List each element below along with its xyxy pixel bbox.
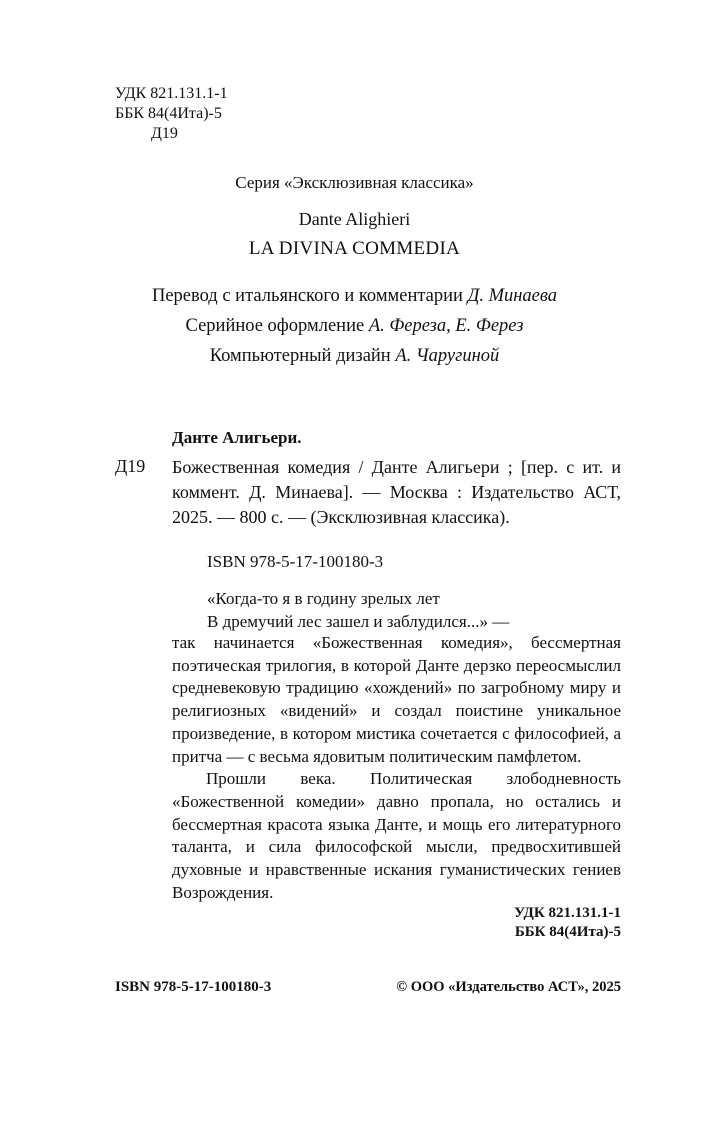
footer-isbn: ISBN 978-5-17-100180-3 (115, 979, 272, 995)
credits-block (0, 281, 709, 371)
copyright-notice: © ООО «Издательство АСТ», 2025 (396, 979, 621, 995)
series-title: Серия «Эксклюзивная классика» (235, 173, 474, 192)
bibliographic-heading: Данте Алигьери. (172, 428, 302, 447)
annotation (172, 632, 621, 904)
translator-name: Д. Минаева (467, 286, 558, 306)
series-design-credit (0, 311, 709, 341)
series-designer-names: А. Фереза, Е. Ферез (368, 316, 524, 336)
bbk-code: ББК 84(4Ита)-5 (115, 105, 222, 122)
epigraph-quote (207, 587, 509, 633)
computer-design-label: Компьютерный дизайн (209, 346, 391, 366)
isbn-entry: ISBN 978-5-17-100180-3 (207, 552, 384, 571)
annotation-paragraph: Прошли века. Политическая злободневность «Божественной комедии» давно пропала, но остались и бессмертная красота языка Данте, и мощь его литературного таланта, и сила философской мысли, предвосхитившей духовные и нравственные искания гуманистических гениев Возрождения. (172, 769, 621, 902)
computer-designer-name: А. Чаругиной (395, 346, 500, 366)
author-mark: Д19 (151, 125, 178, 142)
original-title: LA DIVINA COMMEDIA (248, 238, 461, 259)
translation-label: Перевод с итальянского и комментарии (151, 286, 463, 306)
annotation-paragraph: так начинается «Божественная комедия», бессмертная поэтическая трилогия, в которой Данте дерзко переосмыслил средневековую традицию «хождений» по загробному миру и религиозных «видений» и создал поистине уникальное произведение, в котором мистика сочетается с философией, а притча — с весьма ядовитым политическим памфлетом. (172, 633, 621, 766)
classification-codes-bottom (514, 904, 621, 942)
original-author: Dante Alighieri (298, 209, 411, 229)
quote-line: «Когда-то я в годину зрелых лет (207, 589, 440, 608)
bbk-code-bottom: ББК 84(4Ита)-5 (514, 924, 621, 940)
udk-code: УДК 821.131.1-1 (115, 85, 228, 102)
bibliographic-code: Д19 (115, 456, 146, 476)
translation-credit (0, 281, 709, 311)
series-design-label: Серийное оформление (185, 316, 365, 336)
bibliographic-description: Божественная комедия / Данте Алигьери ; [пер. с ит. и коммент. Д. Минаева]. — Москва : Издательство АСТ, 2025. — 800 с. — (Эксклюзивная классика). (172, 457, 621, 527)
udk-code-bottom: УДК 821.131.1-1 (514, 905, 621, 921)
classification-codes (115, 84, 228, 144)
quote-line: В дремучий лес зашел и заблудился...» — (207, 612, 510, 631)
computer-design-credit (0, 341, 709, 371)
